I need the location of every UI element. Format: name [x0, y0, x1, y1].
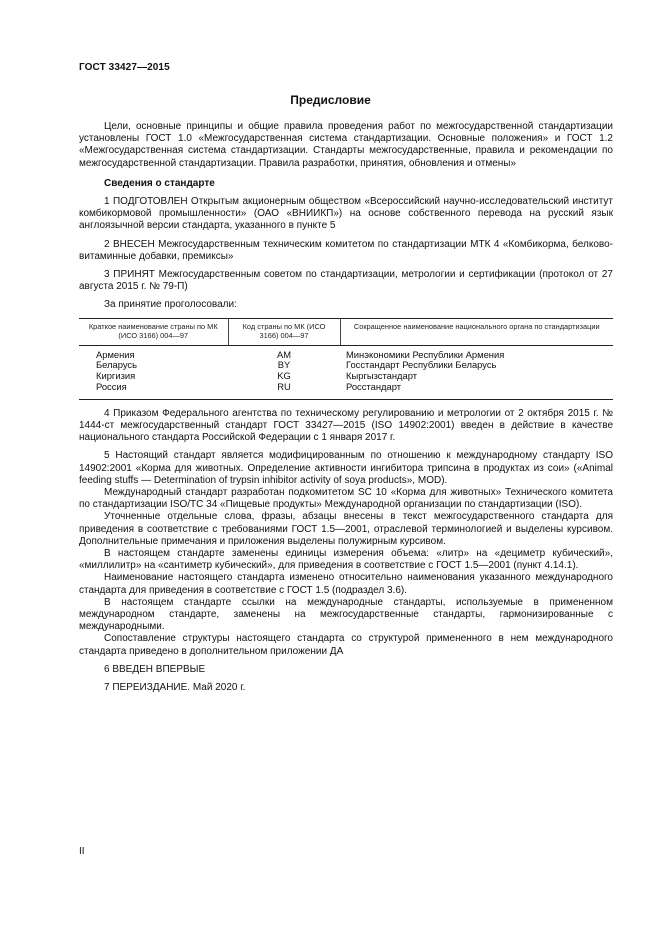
item-5-references: В настоящем стандарте ссылки на международные стандарты, используемые в примененном международном стандарте, заменены на межгосударственные стандарты, гармонизированные с международными. — [79, 596, 613, 633]
page-title: Предисловие — [290, 93, 371, 107]
table-header-row — [79, 318, 613, 345]
code-cell: BY — [277, 359, 291, 371]
header-body: Сокращенное наименование национального органа по стандартизации — [340, 318, 613, 345]
section-subtitle: Сведения о стандарте — [104, 177, 215, 189]
page-number: II — [79, 846, 85, 857]
item-3: 3 ПРИНЯТ Межгосударственным советом по стандартизации, метрологии и сертификации (протокол от 27 августа 2015 г. № 79-П) — [79, 269, 613, 293]
document-code: ГОСТ 33427—2015 — [79, 62, 170, 73]
item-5-comparison: Сопоставление структуры настоящего стандарта со структурой примененного в нем международного стандарта приведено в дополнительном приложении ДА — [79, 633, 613, 657]
code-cell: AM — [276, 348, 292, 360]
body-cell: Кыргызстандарт — [346, 370, 418, 382]
intro-paragraph: Цели, основные принципы и общие правила проведения работ по межгосударственной стандартизации установлены ГОСТ 1.0 «Межгосударственная система стандартизации. Основные положения» и ГОСТ 1.2 «Межгосударственная система стандартизации. Стандарты межгосударственные, правила и рекомендации по межгосударственной стандартизации. Правила разработки, принятия, обновления и отмены» — [79, 121, 613, 169]
body-cell: Минэкономики Республики Армения — [346, 348, 505, 360]
body-cell: Госстандарт Республики Беларусь — [346, 359, 497, 371]
voted-label: За принятие проголосовали: — [104, 299, 237, 311]
item-4: 4 Приказом Федерального агентства по техническому регулированию и метрологии от 2 октября 2015 г. № 1444-ст межгосударственный стандарт ГОСТ 33427—2015 (ISO 14902:2001) введен в действие в качестве национального стандарта Российской Федерации с 1 января 2017 г. — [79, 407, 613, 444]
page-content — [79, 121, 613, 694]
country-cell: Армения — [96, 348, 135, 360]
header-country: Краткое наименование страны по МК (ИСО 3166) 004—97 — [79, 318, 228, 345]
table-row — [79, 345, 613, 360]
item-5: 5 Настоящий стандарт является модифицированным по отношению к международному стандарту ISO 14902:2001 «Корма для животных. Определение активности ингибитора трипсина в продуктах из сои» («Animal feeding stuffs — Determination of trypsin inhibitor activity of soya products», MOD). — [79, 450, 613, 486]
item-5-name-change: Наименование настоящего стандарта изменено относительно наименования указанного международного стандарта для приведения в соответствие с ГОСТ 1.5 (подраздел 3.6). — [79, 572, 613, 596]
item-5-clarifications: Уточненные отдельные слова, фразы, абзацы внесены в текст межгосударственного стандарта для приведения в соответствие с требованиями ГОСТ 1.5—2001, отраслевой терминологией и выделены курсивом. Дополнительные примечания и приложения выделены полужирным курсивом. — [79, 511, 613, 547]
item-5-units: В настоящем стандарте заменены единицы измерения объема: «литр» на «дециметр кубический», «миллилитр» на «сантиметр кубический», для приведения в соответствие с ГОСТ 1.5—2001 (пункт 4.14.1). — [79, 548, 613, 572]
item-7: 7 ПЕРЕИЗДАНИЕ. Май 2020 г. — [104, 682, 246, 694]
body-cell: Росстандарт — [346, 381, 401, 393]
country-cell: Россия — [96, 381, 127, 393]
item-2: 2 ВНЕСЕН Межгосударственным техническим комитетом по стандартизации МТК 4 «Комбикорма, белково-витаминные добавки, премиксы» — [79, 238, 613, 262]
header-code: Код страны по МК (ИСО 3166) 004—97 — [228, 318, 340, 345]
item-5-international-standard: Международный стандарт разработан подкомитетом SC 10 «Корма для животных» Технического комитета по стандартизации ISO/TC 34 «Пищевые продукты» Международной организации по стандартизации (ISO). — [79, 487, 613, 511]
code-cell: KG — [277, 370, 291, 382]
code-cell: RU — [277, 381, 291, 393]
country-cell: Киргизия — [96, 370, 136, 382]
table-row — [79, 382, 613, 399]
country-cell: Беларусь — [96, 359, 138, 371]
voting-table — [79, 318, 613, 400]
item-1: 1 ПОДГОТОВЛЕН Открытым акционерным обществом «Всероссийский научно-исследовательский институт комбикормовой промышленности» (ОАО «ВНИИКП») на основе собственного перевода на русский язык англоязычной версии стандарта, указанного в пункте 5 — [79, 196, 613, 232]
item-6: 6 ВВЕДЕН ВПЕРВЫЕ — [104, 663, 206, 675]
